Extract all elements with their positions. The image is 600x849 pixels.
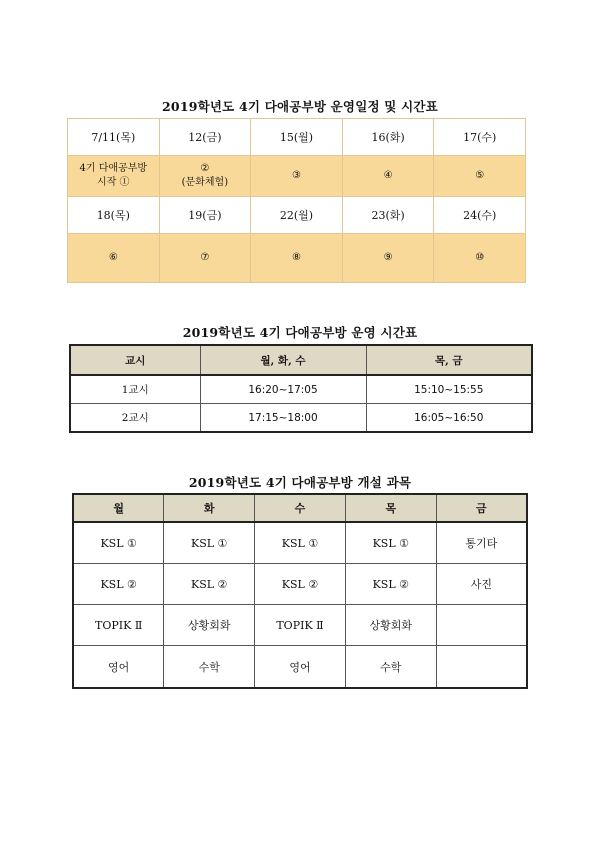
schedule-day-cell: 12(금) bbox=[159, 119, 251, 156]
timetable-header-cell: 월, 화, 수 bbox=[200, 345, 366, 375]
timetable-period-cell: 2교시 bbox=[70, 404, 200, 433]
schedule-table bbox=[67, 118, 526, 283]
schedule-title: 2019학년도 4기 다애공부방 운영일정 및 시간표 bbox=[162, 99, 438, 114]
timetable-header-row bbox=[70, 345, 532, 375]
timetable-time-cell: 17:15~18:00 bbox=[200, 404, 366, 433]
schedule-content-row bbox=[68, 156, 526, 197]
schedule-content-cell bbox=[159, 156, 251, 197]
courses-header-row bbox=[73, 494, 527, 522]
course-cell: KSL ② bbox=[73, 564, 164, 605]
schedule-day-cell: 17(수) bbox=[434, 119, 526, 156]
courses-header-cell: 수 bbox=[255, 494, 346, 522]
schedule-content-cell: ⑤ bbox=[434, 156, 526, 197]
schedule-day-cell: 19(금) bbox=[159, 197, 251, 234]
schedule-day-cell: 15(월) bbox=[251, 119, 343, 156]
course-cell: KSL ② bbox=[164, 564, 255, 605]
timetable-time-cell: 16:20~17:05 bbox=[200, 375, 366, 404]
schedule-content-cell: ⑩ bbox=[434, 234, 526, 283]
schedule-day-cell: 18(목) bbox=[68, 197, 160, 234]
course-cell bbox=[436, 605, 527, 646]
course-cell: KSL ② bbox=[255, 564, 346, 605]
schedule-content-line: 4기 다애공부방 bbox=[79, 163, 148, 174]
timetable-table bbox=[69, 344, 533, 433]
schedule-content-line: (문화체험) bbox=[181, 177, 229, 188]
timetable-header-cell: 목, 금 bbox=[366, 345, 532, 375]
schedule-content-cell: ④ bbox=[342, 156, 434, 197]
schedule-day-cell: 16(화) bbox=[342, 119, 434, 156]
course-cell: 상황회화 bbox=[345, 605, 436, 646]
schedule-content-cell: ③ bbox=[251, 156, 343, 197]
schedule-content-row bbox=[68, 234, 526, 283]
courses-row bbox=[73, 522, 527, 564]
schedule-content-cell: ⑨ bbox=[342, 234, 434, 283]
course-cell: 영어 bbox=[73, 646, 164, 689]
course-cell: KSL ① bbox=[255, 522, 346, 564]
courses-header-cell: 목 bbox=[345, 494, 436, 522]
timetable-title: 2019학년도 4기 다애공부방 운영 시간표 bbox=[182, 325, 418, 340]
course-cell: KSL ② bbox=[345, 564, 436, 605]
course-cell: 통기타 bbox=[436, 522, 527, 564]
schedule-content-cell: ⑥ bbox=[68, 234, 160, 283]
course-cell: TOPIK Ⅱ bbox=[73, 605, 164, 646]
course-cell: 수학 bbox=[164, 646, 255, 689]
schedule-day-cell: 7/11(목) bbox=[68, 119, 160, 156]
schedule-content-cell: ⑦ bbox=[159, 234, 251, 283]
courses-header-cell: 금 bbox=[436, 494, 527, 522]
timetable-time-cell: 16:05~16:50 bbox=[366, 404, 532, 433]
course-cell: 사진 bbox=[436, 564, 527, 605]
timetable-row bbox=[70, 404, 532, 433]
courses-header-cell: 월 bbox=[73, 494, 164, 522]
schedule-day-cell: 24(수) bbox=[434, 197, 526, 234]
course-cell: KSL ① bbox=[345, 522, 436, 564]
courses-table bbox=[72, 493, 528, 689]
timetable-header-cell: 교시 bbox=[70, 345, 200, 375]
schedule-day-cell: 22(월) bbox=[251, 197, 343, 234]
course-cell: KSL ① bbox=[164, 522, 255, 564]
course-cell: KSL ① bbox=[73, 522, 164, 564]
course-cell bbox=[436, 646, 527, 689]
courses-title: 2019학년도 4기 다애공부방 개설 과목 bbox=[188, 475, 412, 490]
schedule-day-cell: 23(화) bbox=[342, 197, 434, 234]
courses-header-cell: 화 bbox=[164, 494, 255, 522]
course-cell: 영어 bbox=[255, 646, 346, 689]
course-cell: 상황회화 bbox=[164, 605, 255, 646]
schedule-content-line: 시작 ① bbox=[97, 177, 130, 188]
course-cell: TOPIK Ⅱ bbox=[255, 605, 346, 646]
schedule-content-cell bbox=[68, 156, 160, 197]
schedule-content-line: ② bbox=[200, 163, 210, 174]
timetable-period-cell: 1교시 bbox=[70, 375, 200, 404]
timetable-row bbox=[70, 375, 532, 404]
schedule-content-cell: ⑧ bbox=[251, 234, 343, 283]
course-cell: 수학 bbox=[345, 646, 436, 689]
schedule-day-row bbox=[68, 197, 526, 234]
courses-row bbox=[73, 646, 527, 689]
timetable-time-cell: 15:10~15:55 bbox=[366, 375, 532, 404]
courses-row bbox=[73, 605, 527, 646]
schedule-day-row bbox=[68, 119, 526, 156]
courses-row bbox=[73, 564, 527, 605]
